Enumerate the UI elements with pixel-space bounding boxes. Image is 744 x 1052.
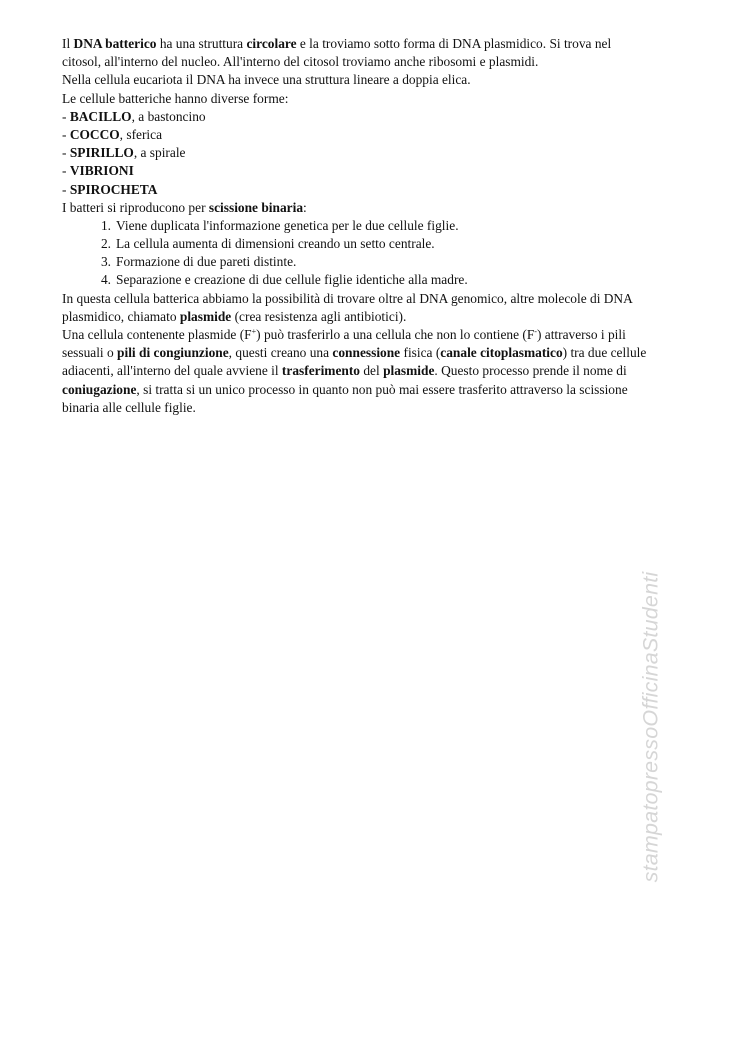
text-run: -: [62, 163, 70, 179]
text-line: [62, 35, 702, 53]
document-body: [62, 35, 702, 417]
bold-term: SPIROCHETA: [69, 181, 158, 197]
bold-term: pili di congiunzione: [117, 345, 229, 361]
text-line: [62, 144, 702, 162]
text-run: ) attraverso i pili: [536, 327, 626, 342]
list-item: [62, 217, 702, 235]
text-line: [62, 90, 702, 108]
bold-term: COCCO: [69, 126, 120, 142]
text-line: [62, 381, 702, 399]
bold-term: trasferimento: [281, 363, 360, 379]
text-run: In questa cellula batterica abbiamo la possibilità di trovare oltre al DNA genomico, altre molecole di DNA: [62, 290, 633, 306]
text-line: [62, 162, 702, 180]
text-line: [62, 71, 702, 89]
text-run: Le cellule batteriche hanno diverse forme:: [62, 90, 289, 106]
text-run: , questi creano una: [228, 345, 333, 361]
text-line: [62, 108, 702, 126]
text-run: (crea resistenza agli antibiotici).: [231, 308, 407, 324]
text-run: , a bastoncino: [131, 108, 206, 124]
bold-term: BACILLO: [69, 108, 132, 124]
text-run: , sferica: [119, 126, 163, 142]
bold-term: SPIRILLO: [69, 145, 134, 161]
text-run: ) tra due cellule: [562, 345, 647, 361]
list-item: [62, 271, 702, 289]
text-run: e la troviamo sotto forma di DNA plasmidico. Si trova nel: [296, 36, 612, 51]
text-run: -: [62, 126, 70, 142]
list-number: 1.: [100, 217, 111, 233]
text-line: [62, 181, 702, 199]
text-run: adiacenti, all'interno del quale avviene il: [62, 363, 282, 379]
text-run: La cellula aumenta di dimensioni creando un setto centrale.: [116, 236, 435, 252]
text-run: -: [62, 145, 70, 161]
list-item: [62, 253, 702, 271]
superscript: -: [534, 327, 537, 336]
text-run: Separazione e creazione di due cellule figlie identiche alla madre.: [116, 272, 468, 288]
text-line: [62, 399, 702, 417]
list-item-text: [116, 272, 468, 287]
text-run: citosol, all'interno del nucleo. All'interno del citosol troviamo anche ribosomi e plasmidi.: [62, 54, 539, 70]
text-run: :: [303, 199, 307, 215]
text-line: [62, 344, 702, 362]
text-run: . Questo processo prende il nome di: [434, 363, 627, 379]
text-run: Viene duplicata l'informazione genetica per le due cellule figlie.: [116, 217, 459, 233]
list-number: 4.: [100, 272, 111, 288]
text-line: [62, 290, 702, 308]
text-run: plasmidico, chiamato: [62, 308, 180, 324]
bold-term: coniugazione: [62, 381, 137, 397]
list-item-text: [116, 218, 459, 233]
list-item-text: [116, 236, 435, 251]
bold-term: canale citoplasmatico: [440, 345, 563, 361]
text-run: I batteri si riproducono per: [62, 199, 209, 215]
text-run: Una cellula contenente plasmide (F: [62, 327, 252, 342]
text-run: del: [360, 363, 384, 379]
bold-term: plasmide: [179, 308, 232, 324]
text-line: [62, 126, 702, 144]
text-line: [62, 308, 702, 326]
text-run: , si tratta si un unico processo in quanto non può mai essere trasferito attraverso la scissione: [136, 381, 628, 397]
text-line: [62, 199, 702, 217]
text-run: ha una struttura: [156, 36, 247, 51]
bold-term: circolare: [246, 36, 297, 51]
bold-term: DNA batterico: [73, 36, 157, 51]
list-number: 3.: [100, 254, 111, 270]
text-run: binaria alle cellule figlie.: [62, 399, 196, 415]
text-run: Il: [62, 36, 74, 51]
list-number: 2.: [100, 236, 111, 252]
text-run: fisica (: [400, 345, 441, 361]
superscript: +: [251, 327, 257, 336]
text-line: [62, 326, 702, 344]
text-line: [62, 362, 702, 380]
text-run: sessuali o: [62, 345, 118, 361]
list-item: [62, 235, 702, 253]
text-line: [62, 53, 702, 71]
text-run: -: [62, 108, 70, 124]
text-run: Formazione di due pareti distinte.: [116, 254, 297, 270]
text-run: -: [62, 181, 70, 197]
text-run: ) può trasferirlo a una cellula che non lo contiene (F: [256, 327, 535, 342]
bold-term: scissione binaria: [208, 199, 304, 215]
bold-term: plasmide: [383, 363, 435, 379]
bold-term: VIBRIONI: [69, 163, 134, 179]
watermark: stampatopressoOfficinaStudenti: [638, 571, 663, 883]
bold-term: connessione: [332, 345, 401, 361]
text-run: , a spirale: [133, 145, 186, 161]
list-item-text: [116, 254, 296, 269]
text-run: Nella cellula eucariota il DNA ha invece una struttura lineare a doppia elica.: [62, 72, 471, 88]
